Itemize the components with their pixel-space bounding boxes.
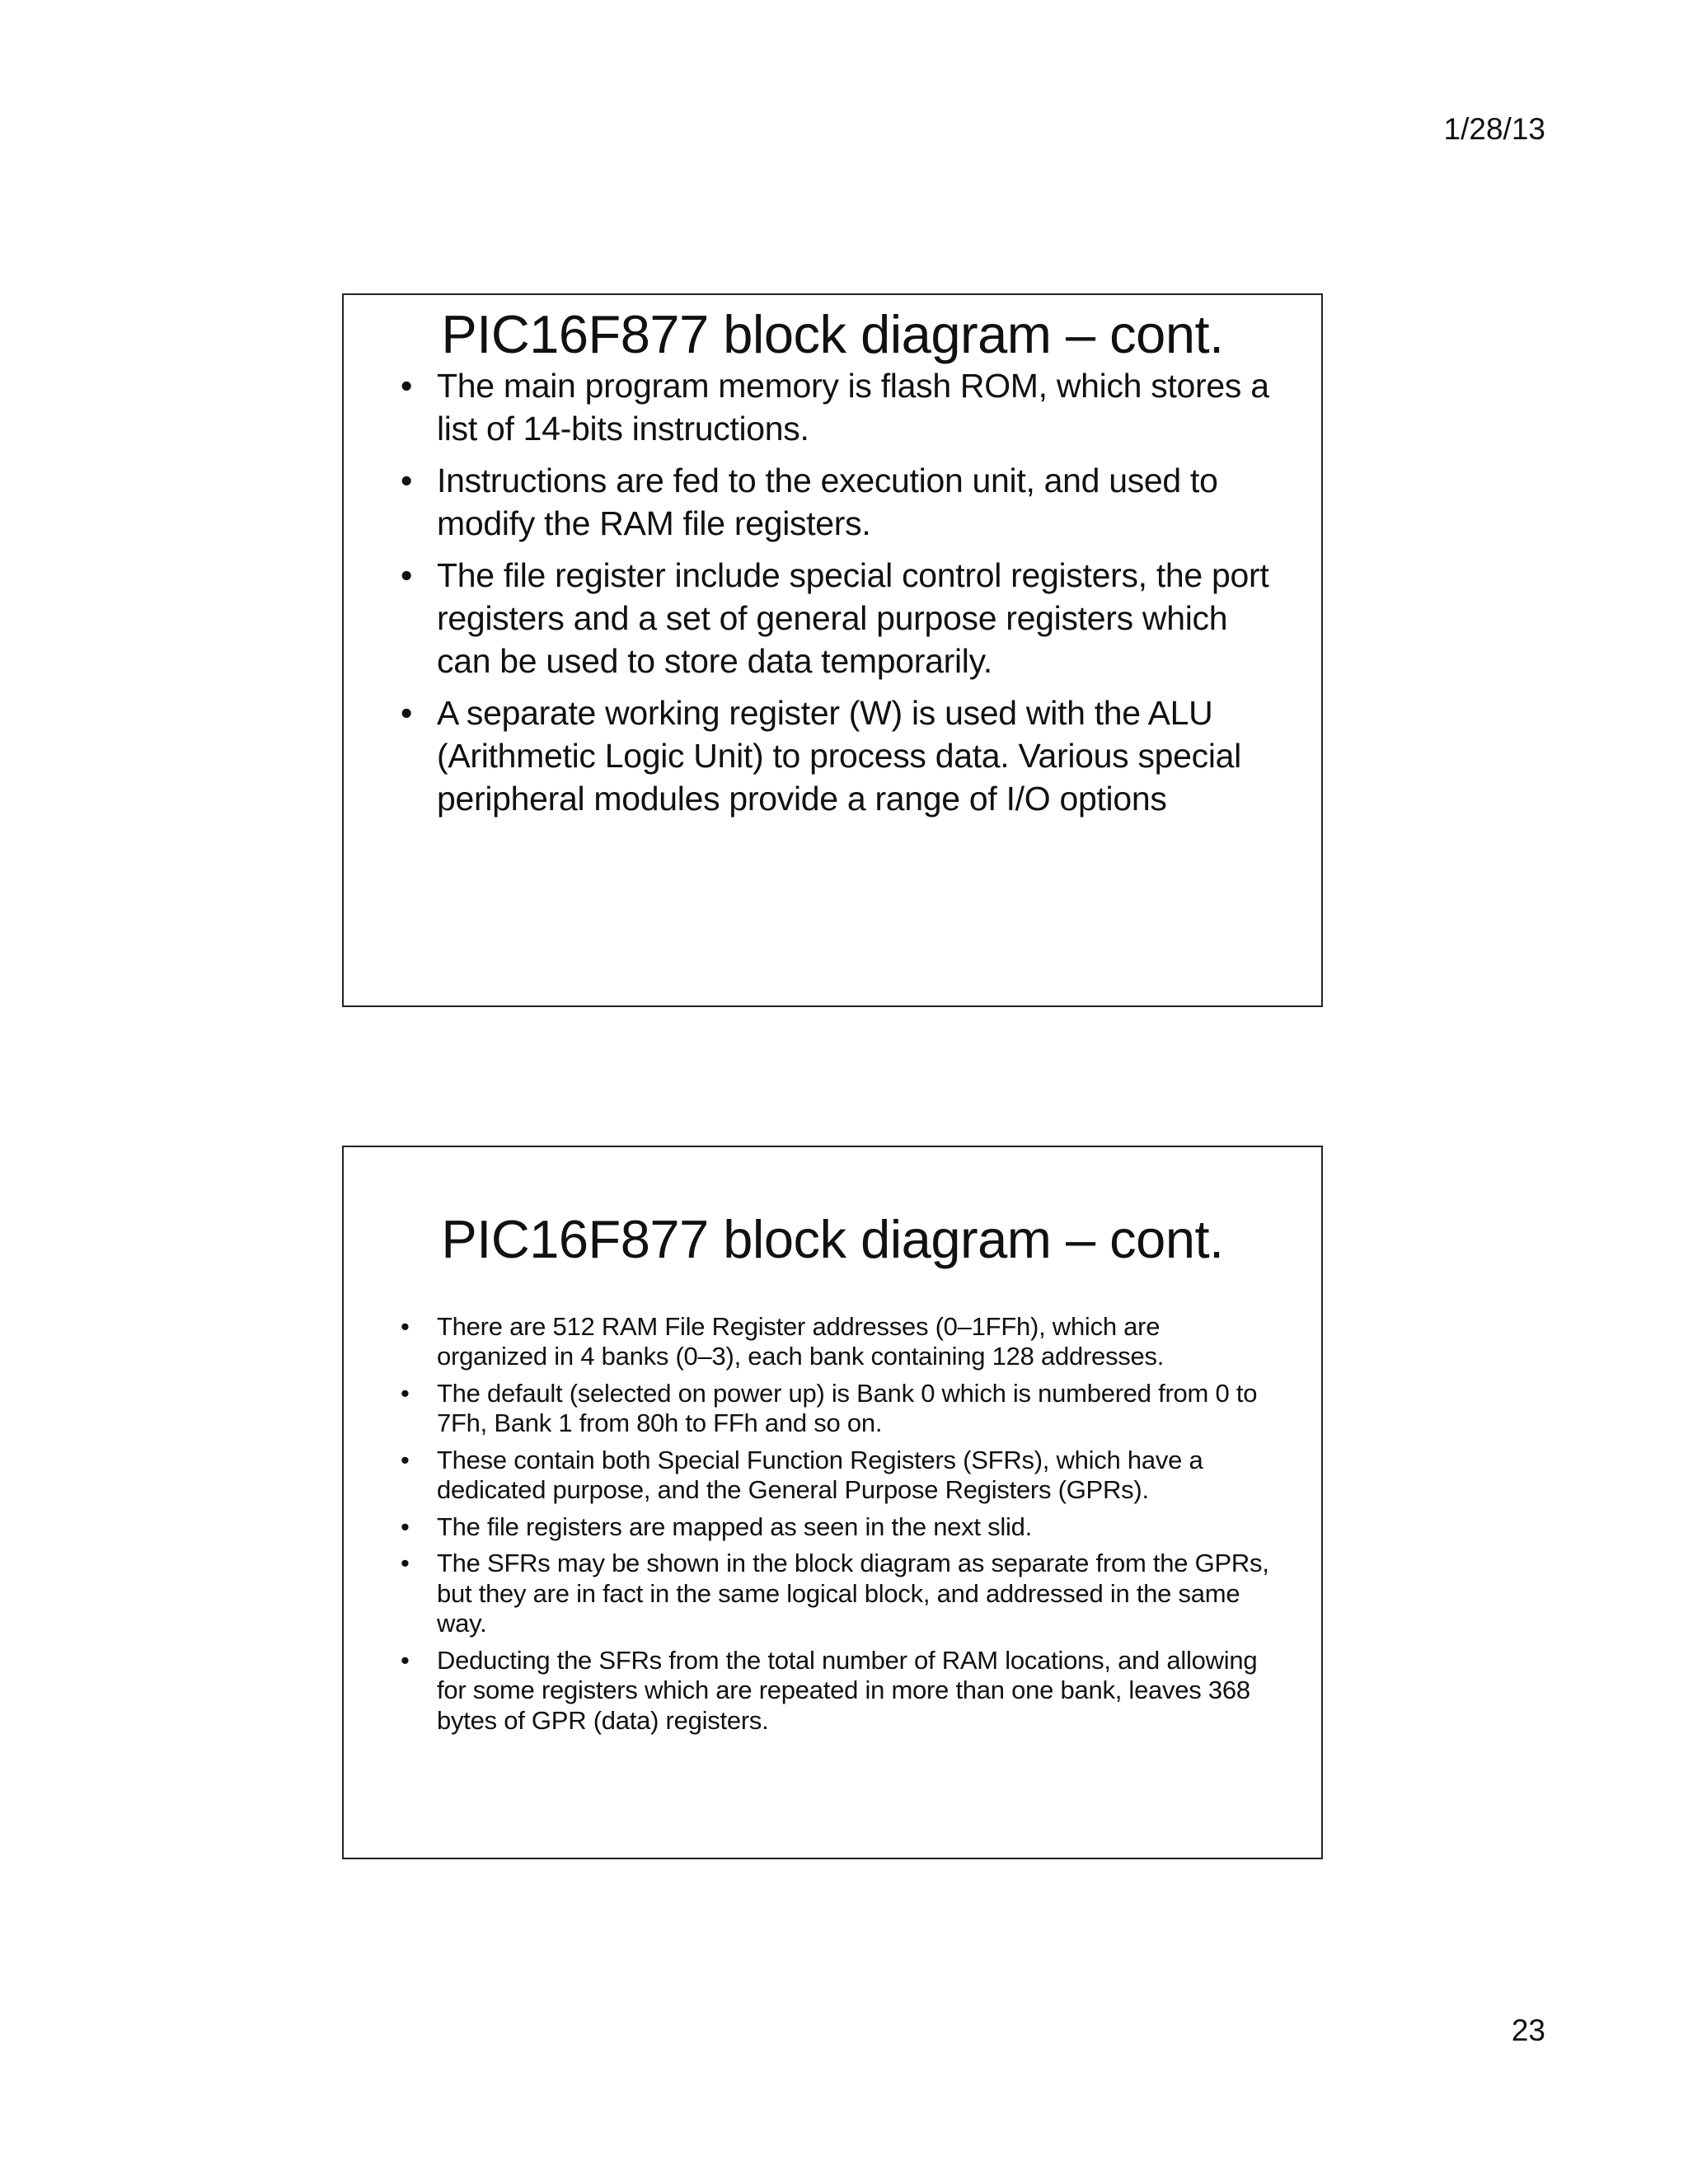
slide-title: PIC16F877 block diagram – cont.: [441, 304, 1224, 364]
bullet-icon: •: [401, 693, 413, 732]
bullet-icon: •: [401, 555, 413, 594]
bullet-text: These contain both Special Function Registers (SFRs), which have a dedicated purpose, and the General Purpose Registers (GPRs).: [437, 1445, 1203, 1504]
slide-title: PIC16F877 block diagram – cont.: [441, 1209, 1224, 1269]
bullet-list: [401, 1311, 1272, 1736]
page-date: 1/28/13: [1443, 112, 1545, 146]
bullet-icon: •: [401, 1378, 410, 1408]
bullet-text: The main program memory is flash ROM, which stores a list of 14-bits instructions.: [437, 366, 1269, 448]
bullet-icon: •: [401, 461, 413, 499]
bullet-item: [401, 1445, 1272, 1506]
bullet-item: [401, 1511, 1272, 1543]
bullet-item: [401, 364, 1272, 450]
bullet-text: The file register include special control registers, the port registers and a set of general purpose registers which can be used to store data temporarily.: [437, 555, 1269, 680]
bullet-item: [401, 554, 1272, 682]
bullet-icon: •: [401, 1311, 410, 1341]
bullet-text: Instructions are fed to the execution unit, and used to modify the RAM file registers.: [437, 461, 1218, 542]
bullet-icon: •: [401, 1445, 410, 1474]
slide-2: [342, 1146, 1323, 1859]
bullet-item: [401, 1645, 1272, 1736]
bullet-text: A separate working register (W) is used with the ALU (Arithmetic Logic Unit) to process data. Various special peripheral modules provide a range of I/O options: [437, 693, 1241, 818]
bullet-item: [401, 1378, 1272, 1439]
bullet-text: Deducting the SFRs from the total number of RAM locations, and allowing for some registers which are repeated in more than one bank, leaves 368 bytes of GPR (data) registers.: [437, 1645, 1258, 1735]
page-number: 23: [1511, 2013, 1545, 2047]
bullet-text: There are 512 RAM File Register addresses (0–1FFh), which are organized in 4 banks (0–3), each bank containing 128 addresses.: [437, 1311, 1165, 1371]
bullet-list: [401, 364, 1272, 820]
slide-1: [342, 293, 1323, 1007]
bullet-icon: •: [401, 1645, 410, 1675]
bullet-text: The file registers are mapped as seen in the next slid.: [437, 1511, 1033, 1541]
bullet-text: The default (selected on power up) is Bank 0 which is numbered from 0 to 7Fh, Bank 1 from 80h to FFh and so on.: [437, 1378, 1258, 1437]
bullet-icon: •: [401, 1549, 410, 1577]
bullet-item: [401, 1311, 1272, 1372]
bullet-item: [401, 1549, 1272, 1639]
bullet-icon: •: [401, 1511, 410, 1541]
bullet-item: [401, 691, 1272, 820]
bullet-item: [401, 459, 1272, 545]
bullet-text: The SFRs may be shown in the block diagram as separate from the GPRs, but they are in fact in the same logical block, and addressed in the same way.: [437, 1549, 1269, 1638]
bullet-icon: •: [401, 366, 413, 405]
